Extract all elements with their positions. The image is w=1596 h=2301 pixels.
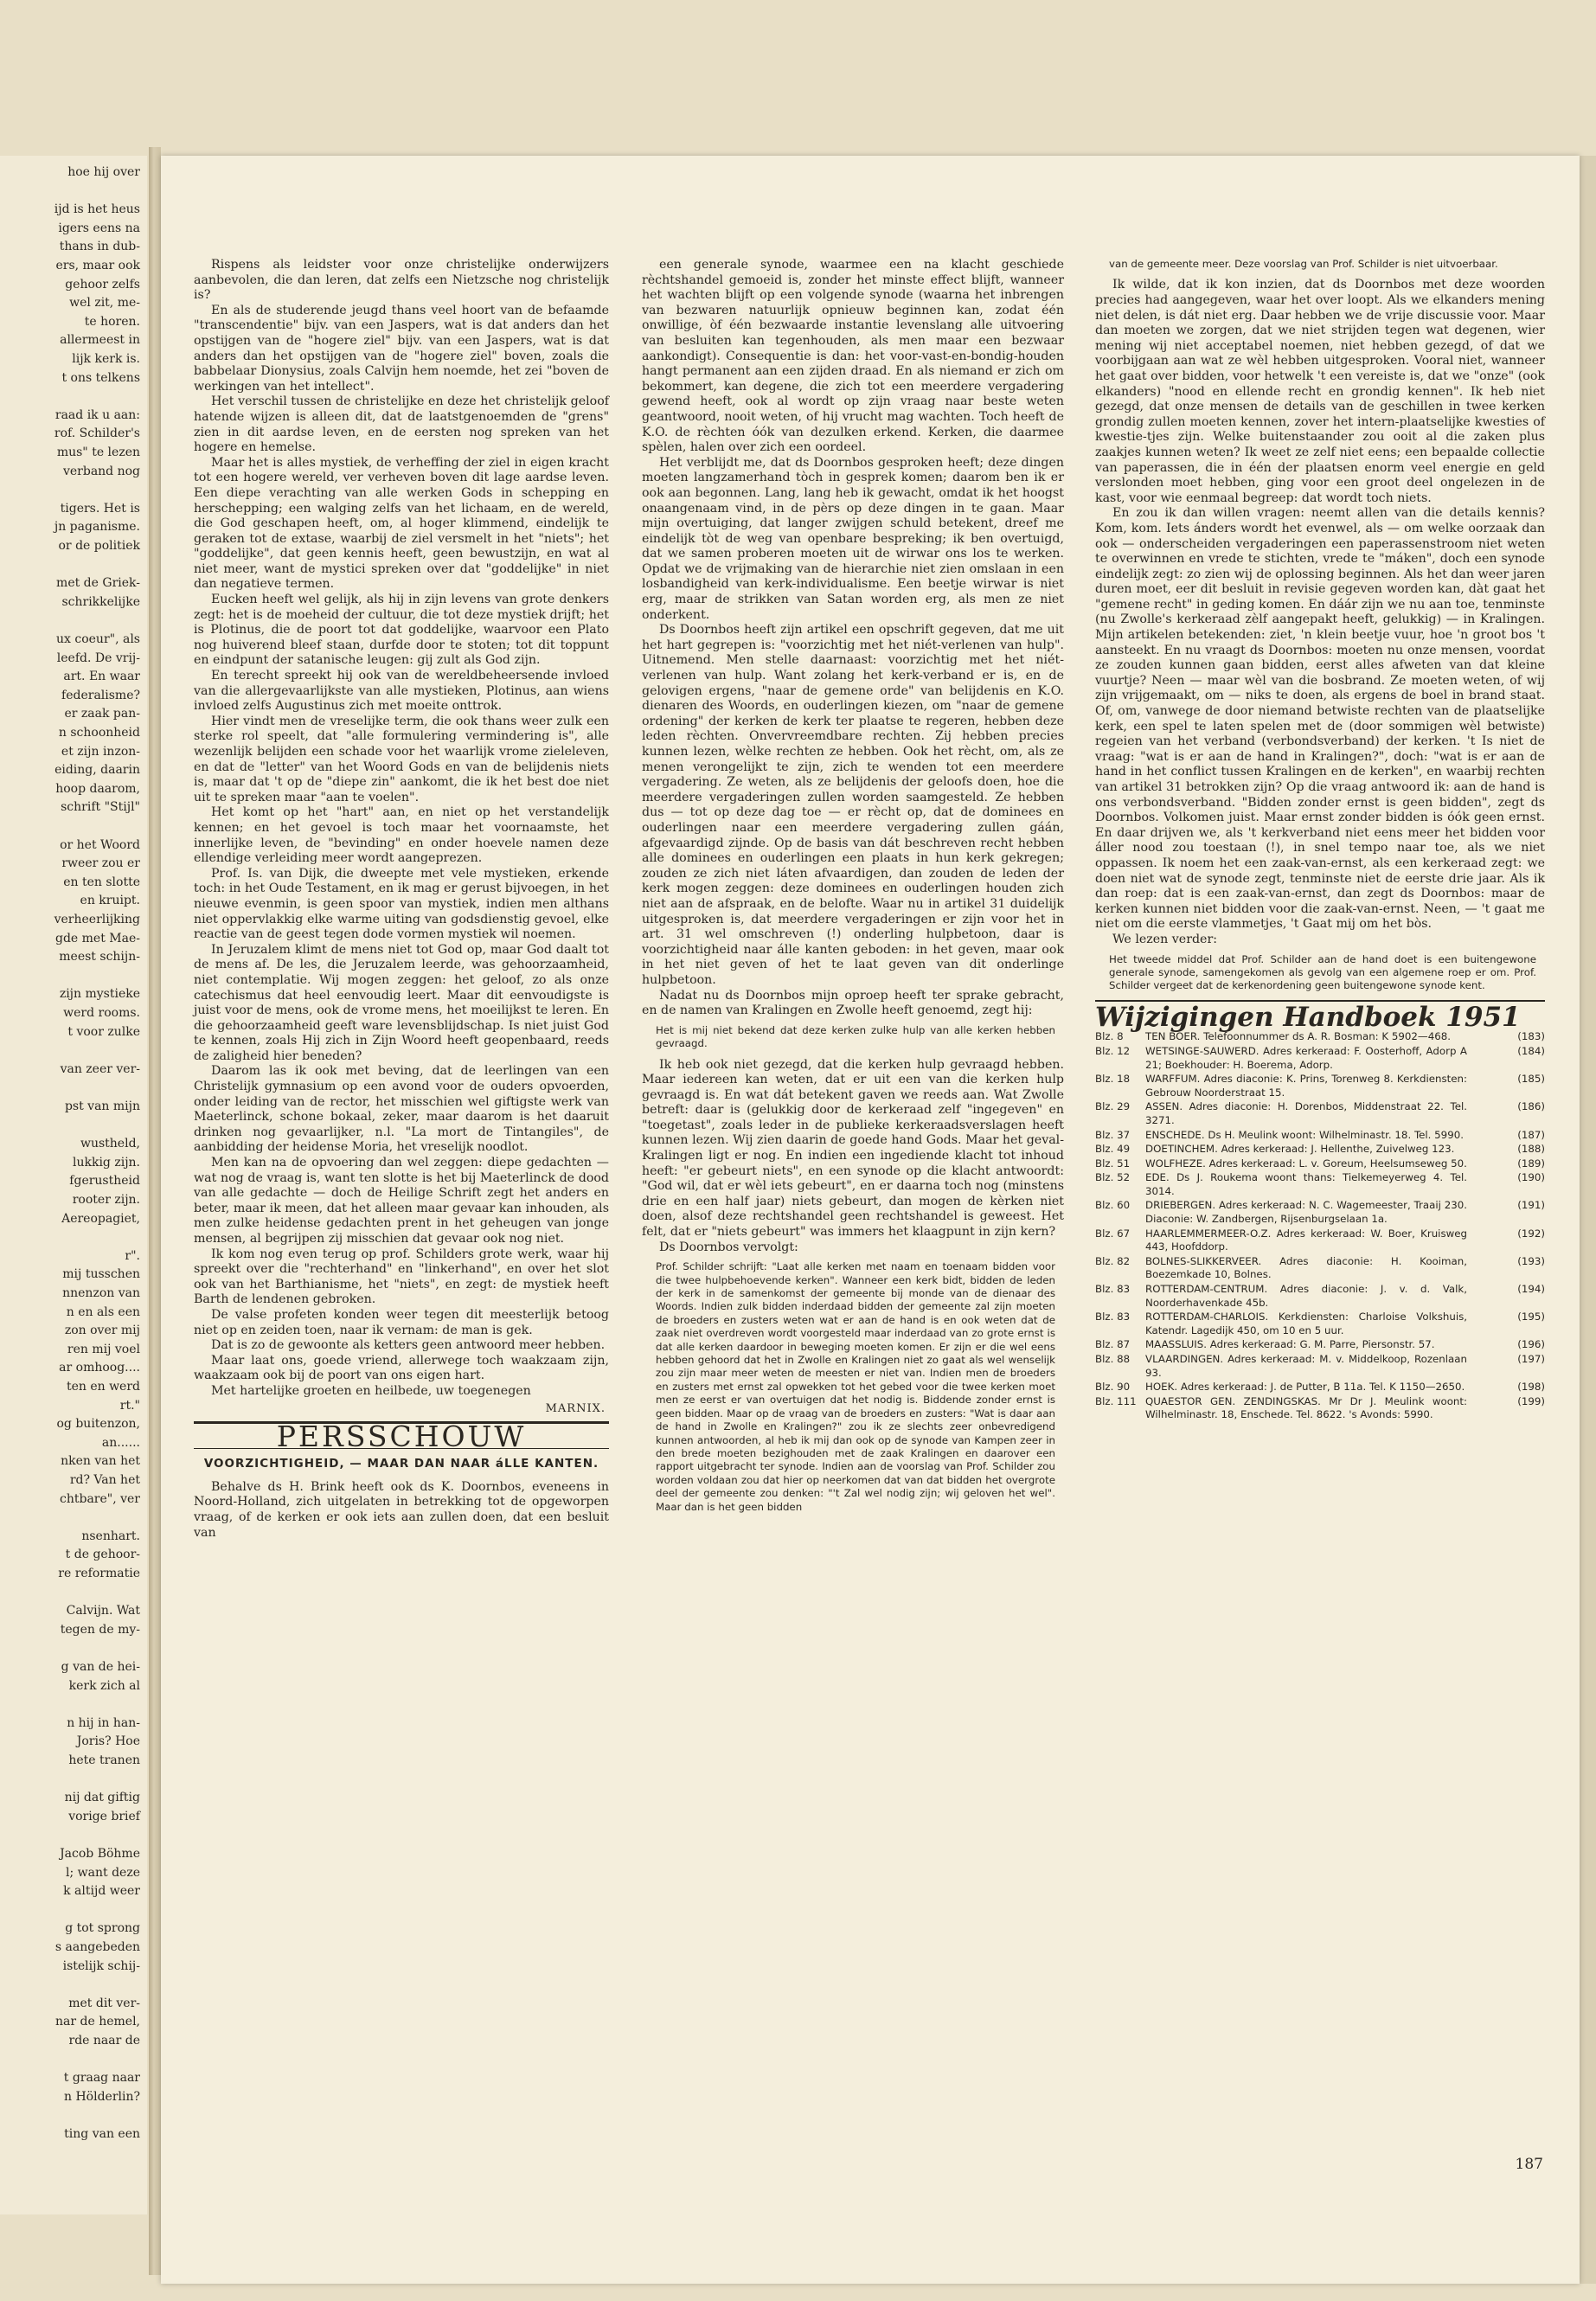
paragraph: Dat is zo de gewoonte als ketters geen antwoord meer hebben.: [211, 1338, 606, 1353]
prev-page-line: n Hölderlin?: [64, 2089, 140, 2104]
entry-page-ref: Blz. 87: [1095, 1338, 1131, 1351]
prev-page-line: re reformatie: [58, 1567, 140, 1580]
entry-number-label: (197): [1517, 1353, 1545, 1365]
entry-page-ref: Blz. 82: [1095, 1254, 1131, 1267]
prev-page-line: rweer zou er: [61, 856, 140, 871]
handboek-entry: [1095, 1157, 1545, 1172]
entry-text: WOLFHEZE. Adres kerkeraad: L. v. Goreum, Heelsumseweg 50.: [1145, 1157, 1467, 1170]
entry-number-label: (189): [1517, 1157, 1545, 1170]
doornbos-quote-1: Het is mij niet bekend dat deze kerken zulke hulp van alle kerken hebben gevraagd.: [656, 1023, 1055, 1050]
paragraph: Eucken heeft wel gelijk, als hij in zijn levens van grote denkers zegt: het is de moeheid der cultuur, die tot deze mystiek drijft; het is Plotinus, die de poort tot dat goddelijke, waarvoor een Plato nog huiverend bleef staan, durfde door te stoten; tot dit toppunt en eindpunt der satanische leugen: gij zult als God zijn.: [194, 593, 609, 668]
prev-page-line: rooter zijn.: [72, 1193, 140, 1207]
prev-page-line: te horen.: [84, 314, 140, 329]
prev-page-line: or de politiek: [58, 539, 140, 553]
persschouw-subheading: VOORZICHTIGHEID, — MAAR DAN NAAR áLLE KANTEN.: [203, 1456, 599, 1471]
prev-page-line: mij tusschen: [62, 1267, 140, 1282]
prev-page-line: t de gehoor-: [65, 1548, 140, 1562]
prev-page-line: schrikkelijke: [61, 594, 140, 609]
entry-number: [1467, 1255, 1545, 1283]
column-right: [1095, 258, 1545, 1423]
paragraph: Prof. Is. van Dijk, die dweepte met vele mystieken, erkende toch: in het Oude Testament, en ik mag er gerust bijvoegen, in het nieuwe evenmin, is geen spoor van mystiek, indien men althans niet oppervlakkig elke warme uiting van godsdienstig gevoel, elke reactie van de geest tegen dode vormen mystiek wil noemen.: [194, 866, 609, 942]
prev-page-line: og buitenzon,: [56, 1417, 140, 1432]
page-edge: [1580, 156, 1596, 2284]
entry-page-ref: Blz. 37: [1095, 1128, 1131, 1141]
prev-page-line: wel zit, me-: [69, 296, 140, 311]
prev-page-line: ten en werd: [66, 1380, 140, 1394]
paragraph: En terecht spreekt hij ook van de wereldbeheersende invloed van die allergevaarlijkste van alle mystieken, Plotinus, aan wiens invloed zelfs Augustinus zich met moeite onttrok.: [194, 669, 609, 714]
prev-page-line: art. En waar: [63, 670, 140, 684]
prev-page-line: gehoor zelfs: [65, 277, 140, 292]
handboek-entry: [1095, 1030, 1545, 1045]
paragraph: Maar laat ons, goede vriend, allerwege toch waakzaam zijn, waakzaam ook bij de poort van ons eigen hart.: [194, 1353, 609, 1383]
entry-number: [1467, 1129, 1545, 1144]
paragraph: Daarom las ik ook met beving, dat de leerlingen van een Christelijk gymnasium op een avond voor de ouders opvoerden, onder leiding van de rector, het misschien wel giftigste werk van Maeterlinck, schone bokaal, zeker, maar daarom is het daaruit drinken nog gevaarlijker, n.l. "La mort de Tintangiles", de aanbidding der heidense Moria, het vreselijk noodlot.: [194, 1064, 609, 1155]
paragraph: Het komt op het "hart" aan, en niet op het verstandelijk kennen; en het gevoel is toch maar het voornaamste, het innerlijke leven, de "bevinding" en onder hoevele namen deze ellendige verleiding meer wordt aangeprezen.: [194, 805, 609, 866]
entry-page-ref: Blz. 60: [1095, 1199, 1131, 1212]
doornbos-quote-2b: van de gemeente meer. Deze voorslag van Prof. Schilder is niet uitvoerbaar.: [1109, 258, 1498, 270]
entry-page-ref: Blz. 83: [1095, 1311, 1131, 1324]
doornbos-quote-3: Het tweede middel dat Prof. Schilder aan de hand doet is een buitengewone generale synode, samengekomen als gevolg van een algemene roep er om. Prof. Schilder vergeet dat de kerkenordening geen buitengewone synode kent.: [1109, 952, 1536, 992]
entry-number-label: (185): [1517, 1073, 1545, 1086]
handboek-entry: [1095, 1227, 1545, 1255]
entry-number: [1467, 1353, 1545, 1381]
prev-page-line: en ten slotte: [63, 875, 140, 889]
prev-page-line: an......: [101, 1435, 140, 1450]
entry-number-label: (198): [1517, 1381, 1545, 1394]
prev-page-line: Joris? Hoe: [76, 1734, 140, 1749]
prev-page-line: raad ik u aan:: [54, 407, 140, 422]
entry-text: QUAESTOR GEN. ZENDINGSKAS. Mr Dr J. Meulink woont: Wilhelminastr. 18, Enschede. Tel. 8622. 's Avonds: 5990.: [1145, 1394, 1467, 1421]
entry-text: DOETINCHEM. Adres kerkeraad: J. Hellenthe, Zuivelweg 123.: [1145, 1143, 1455, 1156]
handboek-entry: [1095, 1100, 1545, 1128]
prev-page-line: et zijn inzon-: [61, 744, 140, 759]
prev-page-line: jn paganisme.: [54, 520, 140, 535]
prev-page-line: n en als een: [66, 1304, 140, 1319]
entry-number: [1467, 1381, 1545, 1395]
prev-page-line: pst van mijn: [64, 1099, 140, 1113]
prev-page-line: Aereopagiet,: [61, 1211, 140, 1226]
prev-page-line: nsenhart.: [81, 1529, 140, 1543]
entry-number-label: (184): [1517, 1044, 1545, 1057]
entry-text: ENSCHEDE. Ds H. Meulink woont: Wilhelminastr. 18. Tel. 5990.: [1145, 1128, 1464, 1141]
handboek-entry: [1095, 1073, 1545, 1100]
paragraph: Met hartelijke groeten en heilbede, uw toegenegen: [211, 1383, 531, 1398]
prev-page-line: Calvijn. Wat: [66, 1604, 140, 1618]
entry-text: TEN BOER. Telefoonnummer ds A. R. Bosman: K 5902—468.: [1145, 1030, 1451, 1043]
entry-number: [1467, 1073, 1545, 1100]
entry-page-ref: Blz. 49: [1095, 1143, 1131, 1156]
prev-page-line: s aangebeden: [54, 1940, 140, 1954]
paragraph: Ik heb ook niet gezegd, dat die kerken hulp gevraagd hebben. Maar iedereen kan weten, dat er uit een van die kerken hulp gevraagd is. En wat dát betekent gaven we reeds aan. Wat Zwolle betreft: daar is (gelukkig door de kerkeraad zelf "ingegeven" en "toegetast", zoals leder in de publieke kerkeraadsverslagen heeft kunnen lezen. Wij zien daarin de goede hand Gods. Maar het geval-Kralingen ligt er nog. En indien een ingediende klacht tot inhoud heeft: "er gebeurt niets", en een synode op die klacht antwoordt: "God wil, dat er wèl iets gebeurt", en er daarna toch nog (minstens drie en een half jaar) niets gebeurt, dan mogen de kèrken niet doen, alsof deze rechtshandel geen rechtshandel is geweest. Het felt, dat er "niets gebeurt" was immers het klaagpunt in zijn kern?: [642, 1057, 1064, 1240]
entry-text: ASSEN. Adres diaconie: H. Dorenbos, Middenstraat 22. Tel. 3271.: [1145, 1100, 1467, 1126]
signature: MARNIX.: [545, 1401, 606, 1415]
handboek-entry: [1095, 1171, 1545, 1199]
entry-number: [1467, 1045, 1545, 1073]
prev-page-line: leefd. De vrij-: [56, 651, 140, 665]
prev-page-line: hoe hij over: [67, 165, 140, 179]
entry-page-ref: Blz. 90: [1095, 1381, 1131, 1394]
prev-page-line: ux coeur", als: [56, 632, 140, 646]
prev-page-line: meest schijn-: [59, 950, 140, 965]
entry-page-ref: Blz. 52: [1095, 1171, 1131, 1184]
prev-page-line: chtbare", ver: [60, 1491, 140, 1506]
column-middle: [642, 258, 1064, 1521]
doornbos-quote-2a: Prof. Schilder schrijft: "Laat alle kerken met naam en toenaam bidden voor die twee hulpbehoevende kerken". Wanneer een kerk bidt, bidden de leden der kerk in de samenkomst der gemeente bij monde van de dienaar des Woords. Indien zulk bidden inderdaad bidden der gemeente zal zijn moeten de broeders en zusters weten wat er aan de hand is en ook weten dat de zaak niet overdreven wordt voorgesteld maar inderdaad van zo grote ernst is dat alle kerken daardoor in beweging moeten komen. Er zijn er die wel eens hebben gehoord dat het in Zwolle en Kralingen niet zo gaat als wel wenselijk zou zijn maar meer weten de meesten er niet van. Indien men de broeders en zusters met ernst zal opwekken tot het gebed voor die twee kerken moet men ze eerst er van overtuigen dat het nodig is. Biddende zonder ernst is geen bidden. Maar op de vraag van de broeders en zusters: "Wat is daar aan de hand in Zwolle en Kralingen?" zou ik ze slechts zeer onbevredigend kunnen antwoorden, al heb ik mij dan ook op de synode van Kampen zeer in den brede moeten bezighouden met de zaak Kralingen en daarover een rapport uitgebracht ter synode. Indien aan de voorslag van Prof. Schilder zou worden voldaan zou dat hier op neerkomen dat van dat bidden het overgrote deel der gemeente zou denken: "'t Zal wel nodig zijn; wij geloven het wel". Maar dan is het geen bidden: [656, 1260, 1055, 1513]
prev-page-line: fgerustheid: [69, 1174, 140, 1189]
prev-page-line: ren mij voel: [67, 1342, 140, 1356]
page-number: 187: [1515, 2156, 1543, 2173]
paragraph: We lezen verder:: [1112, 932, 1218, 946]
prev-page-line: mus" te lezen: [56, 445, 140, 459]
entry-text: HAARLEMMERMEER-O.Z. Adres kerkeraad: W. Boer, Kruisweg 443, Hoofddorp.: [1145, 1227, 1467, 1253]
handboek-entry: [1095, 1283, 1545, 1311]
prev-page-line: n schoonheid: [58, 726, 140, 740]
paragraph: En als de studerende jeugd thans veel hoort van de befaamde "transcendentie" bijv. van een Jaspers, wat is dat anders dan het opstijgen van de "hogere ziel" bijv. van een Jaspers, wat is dat anders dan het opstijgen van de "hogere ziel" boven, zoals die babbelaar Dionysius, zoals Calvijn hem noemde, het zei "boven de werkingen van het intellect".: [194, 303, 609, 394]
entry-text: WETSINGE-SAUWERD. Adres kerkeraad: F. Oosterhoff, Adorp A 21; Boekhouder: H. Boerema, Adorp.: [1145, 1044, 1467, 1071]
entry-number-label: (199): [1517, 1394, 1545, 1407]
prev-page-line: schrift "Stijl": [61, 800, 140, 815]
persschouw-paragraph-1a: Behalve ds H. Brink heeft ook ds K. Doornbos, eveneens in Noord-Holland, zich uitgelaten in betrekking tot de opgeworpen vraag, of de kerken er ook iets aan zullen doen, dat een besluit van: [194, 1479, 609, 1540]
handboek-entry: [1095, 1353, 1545, 1381]
prev-page-line: lijk kerk is.: [72, 352, 140, 366]
handboek-entry: [1095, 1143, 1545, 1157]
entry-page-ref: Blz. 29: [1095, 1100, 1131, 1113]
entry-number-label: (192): [1517, 1227, 1545, 1240]
prev-page-line: nij dat giftig: [64, 1791, 140, 1805]
prev-page-line: zijn mystieke: [59, 987, 140, 1002]
entry-number-label: (195): [1517, 1311, 1545, 1324]
paragraph: En zou ik dan willen vragen: neemt allen van die details kennis? Kom, kom. Iets ánders wordt het evenwel, als — om welke oorzaak dan ook — onderscheiden vergaderingen een paperassenstroom niet weten te overwinnen en vrede te stichten, vrede te "máken", doch een synode eindelijk zegt: zo zien wij de oplossing beginnen. Als het dan weer jaren duren moet, eer dit besluit in revisie gegeven worden kan, dàt gaat het "gemene recht" in geding komen. En dáár zijn we nu aan toe, tenminste (nu Zwolle's kerkeraad zèlf aangepakt heeft, gelukkig) — in Kralingen. Mijn artikelen betekenden: ziet, 'n klein beetje vuur, hoe 'n groot bos 't aansteekt. En nu vraagt ds Doornbos: moeten nu onze mensen, voordat ze zouden kunnen gaan bidden, eerst alles afweten van dat kleine vuurtje? Neen — maar wèl van die bosbrand. Ze moeten weten, of wij zijn vrijgemaakt, om — niks te doen, als ergens de boel in brand staat. Of, om, vanwege de door niemand betwiste rechten van de plaatselijke kerk, een spel te laten spelen met de (door sommigen wèl betwiste) regeien van het verband (verbondsverband) der kerken. 't Is niet de vraag: "wat is er aan de hand in Kralingen?", doch: "wat is er aan de hand in het conflict tussen Kralingen en de kerken", en waarbij rechten van artikel 31 betrokken zijn? Op die vraag antwoord ik: aan de hand is ons verbondsverband. "Bidden zonder ernst is geen bidden", zegt ds Doornbos. Volkomen juist. Maar ernst zonder bidden is óók geen ernst. En daar drijven we, als 't kerkverband niet eens meer het bidden voor áller nood zou toestaan (!), in snel tempo naar toe, als we niet oppassen. Ik noem het een zaak-van-ernst, als een kerkeraad zegt: we doen niet wat de synode zegt, tenminste niet de eerste drie jaar. Als ik dan roep: dat is een zaak-van-ernst, dan zegt ds Doornbos: maar de kerken kunnen niet bidden voor die zaak-van-ernst. Neen, — 't gaat me niet om die eerste vlammetjes, 't Gaat mij om het bòs.: [1095, 506, 1545, 932]
paragraph: Het verblijdt me, dat ds Doornbos gesproken heeft; deze dingen moeten langzamerhand tòch in gesprek komen; daarom ben ik er ook aan begonnen. Lang, lang heb ik gewacht, omdat ik het hoogst onaangenaam vind, in de pèrs op deze dingen in te gaan. Maar mijn overtuiging, dat langer zwijgen schuld betekent, dreef me eindelijk tòt de weg van openbare bespreking; ik ben overtuigd, dat we samen proberen moeten uit de wirwar ons los te werken. Opdat we de vrijmaking van de hierarchie niet zien omslaan in een losbandigheid van kerk-individualisme. Een beetje wirwar is niet erg, maar de strikken van Satan worden erg, als men ze niet onderkent.: [642, 455, 1064, 622]
prev-page-line: thans in dub-: [59, 240, 140, 254]
entry-number: [1467, 1227, 1545, 1255]
entry-page-ref: Blz. 18: [1095, 1073, 1131, 1086]
prev-page-line: federalisme?: [61, 688, 140, 702]
prev-page-line: rt.": [119, 1398, 140, 1413]
prev-page-line: nken van het: [61, 1454, 140, 1469]
entry-number-label: (190): [1517, 1171, 1545, 1184]
prev-page-line: igers eens na: [58, 221, 140, 235]
persschouw-body-continued: [642, 1058, 1064, 1256]
entry-number-label: (186): [1517, 1100, 1545, 1113]
entry-page-ref: Blz. 8: [1095, 1030, 1124, 1043]
paragraph: Ds Doornbos heeft zijn artikel een opschrift gegeven, dat me uit het hart gegrepen is: "voorzichtig met het niét-verlenen van hulp". Uitnemend. Men stelle daarnaast: voorzichtig met het niét-verlenen van hulp. Want zolang het kerk-verband er is, en de gelovigen ergens, "naar de gemene orde" van belijdenis en K.O. dienaren des Woords, en ouderlingen kiezen, om "naar de gemene ordening" der kerken de kerk ter plaatse te regeren, hebben deze leden rèchten. Onvervreemdbare rechten. Zij hebben precies kunnen lezen, wèlke rechten ze hebben. Ook het rècht, om, als ze menen verongelijkt te zijn, zich te wenden tot een meerdere vergadering. Ze weten, als ze belijdenis der geloofs doen, hoe die meerdere vergaderingen zullen worden saamgesteld. Ze hebben dus — tot op deze dag toe — er rècht op, dat de dominees en ouderlingen naar een meerdere vergadering zullen gáán, afgevaardigd zijnde. Op de basis van dát beschreven recht hebben alle dominees en ouderlingen een plaats in hun kerk gekregen; zouden ze zich niet láten afvaardigen, dan zouden de leden der kerk mogen zeggen: deze dominees en ouderlingen houden zich niet aan de afspraak, en de belofte. Waar nu in artikel 31 duidelijk uitgesproken is, dat meerdere vergaderingen er zijn voor het in art. 31 wel omschreven (!) onderling hulpbetoon, daar is voorzichtigheid naar álle kanten geboden: in het geven, maar ook in het niet geven of het te laat geven van dit onderlinge hulpbetoon.: [642, 623, 1064, 987]
paragraph: Rispens als leidster voor onze christelijke onderwijzers aanbevolen, die dan leren, dat zelfs een Nietzsche nog christelijk is?: [194, 258, 609, 303]
entry-number-label: (193): [1517, 1254, 1545, 1267]
prev-page-line: hoop daarom,: [55, 781, 140, 796]
handboek-entry: [1095, 1395, 1545, 1423]
prev-page-line: met de Griek-: [56, 576, 140, 591]
prev-page-line: ting van een: [64, 2127, 140, 2141]
entry-number: [1467, 1283, 1545, 1311]
entry-number: [1467, 1100, 1545, 1128]
prev-page-line: nar de hemel,: [55, 2015, 140, 2029]
persschouw-heading: PERSSCHOUW: [276, 1420, 527, 1454]
entry-number-label: (183): [1517, 1030, 1545, 1043]
prev-page-line: hete tranen: [68, 1753, 140, 1767]
prev-page-line: verheerlijking: [54, 913, 140, 926]
entry-page-ref: Blz. 51: [1095, 1157, 1131, 1170]
prev-page-line: kerk zich al: [68, 1678, 140, 1693]
entry-text: BOLNES-SLIKKERVEER. Adres diaconie: H. Kooiman, Boezemkade 10, Bolnes.: [1145, 1254, 1467, 1281]
prev-page-line: ar omhoog....: [59, 1361, 140, 1375]
prev-page-line: g tot sprong: [65, 1921, 140, 1936]
prev-page-line: t ons telkens: [61, 370, 140, 385]
entry-page-ref: Blz. 83: [1095, 1283, 1131, 1296]
prev-page-line: rde naar de: [68, 2034, 140, 2048]
entry-number-label: (194): [1517, 1283, 1545, 1296]
previous-page-fragment: [0, 156, 147, 2214]
handboek-entry: [1095, 1338, 1545, 1353]
prev-page-line: t graag naar: [63, 2071, 140, 2086]
prev-page-line: rd? Van het: [69, 1473, 140, 1487]
paragraph: Maar het is alles mystiek, de verheffing der ziel in eigen kracht tot een hogere wereld, ver verheven boven dit lage aardse leven. Een diepe verachting van alle werken Gods in schepping en herschepping; een walging zelfs van het lichaam, en de wereld, die God geschapen heeft, om, al hoger klimmend, eindelijk te geraken tot de extase, waarbij de ziel versmelt in het "niets"; het "goddelijke", dat geen kennis heeft, geen bewustzijn, en wat al niet meer, want de mystici spreken over dat "goddelijke" in niet dan negatieve termen.: [194, 455, 609, 592]
handboek-table: [1095, 1030, 1545, 1423]
prev-page-line: zon over mij: [64, 1324, 140, 1338]
prev-page-line: lukkig zijn.: [72, 1155, 140, 1170]
entry-number-label: (188): [1517, 1143, 1545, 1156]
prev-page-line: rof. Schilder's: [54, 426, 140, 441]
entry-page-ref: Blz. 88: [1095, 1353, 1131, 1365]
handboek-entry: [1095, 1199, 1545, 1227]
prev-page-line: en kruipt.: [80, 894, 140, 908]
entry-text: EDE. Ds J. Roukema woont thans: Tielkemeyerweg 4. Tel. 3014.: [1145, 1171, 1467, 1197]
paragraph: Nadat nu ds Doornbos mijn oproep heeft ter sprake gebracht, en de namen van Kralingen en Zwolle heeft genoemd, zegt hij:: [642, 988, 1064, 1018]
prev-page-line: Jacob Böhme: [60, 1847, 140, 1861]
entry-text: HOEK. Adres kerkeraad: J. de Putter, B 11a. Tel. K 1150—2650.: [1145, 1381, 1465, 1394]
paragraph: In Jeruzalem klimt de mens niet tot God op, maar God daalt tot de mens af. De les, die Jeruzalem leerde, was gehoorzaamheid, niet contemplatie. Wij mogen zeggen: het geloof, zo als onze catechismus dat heel eenvoudig leert. Maar dit eenvoudigste is juist voor de mens, ook de vrome mens, het moeilijkst te leren. En die gehoorzaamheid geeft ware levensblijdschap. Is niet juist God te kennen, zoals Hij zich in Zijn Woord heeft geopenbaard, reeds de zaligheid hier beneden?: [194, 942, 609, 1063]
entry-page-ref: Blz. 67: [1095, 1227, 1131, 1240]
entry-text: ROTTERDAM-CENTRUM. Adres diaconie: J. v. d. Valk, Noorderhavenkade 45b.: [1145, 1283, 1467, 1309]
paragraph: Ik wilde, dat ik kon inzien, dat ds Doornbos met deze woorden precies had aangegeven, waar het over loopt. Als we elkanders mening niet delen, is dát niet erg. Daar hebben we de vrije discussie voor. Maar dan moeten we zorgen, dat we niet strijden tegen wat degenen, wier mening wij niet acceptabel noemen, niet hebben gezegd, of dat we voorbijgaan aan wat ze wèl hebben uitgesproken. Vooral niet, wanneer het gaat over bidden, voor hetwelk 't een vereiste is, dat we "onze" (ook elkanders) "nood en ellende recht en grondig kennen". Ik heb niet gezegd, dat onze mensen de details van de geschillen in twee kerken grondig zullen moeten kennen, zover het intern-plaatselijke kwesties of kwestie-tjes zijn. Welke buitenstaander zou ooit al die zaken plus zaakjes kunnen weten? Ik weet ze zelf niet eens; een bepaalde collectie van paperassen, die in één der plaatsen enorm veel energie en geld verslonden moet hebben, ging voor een groot deel ongelezen in de kast, voor wie eenmaal begreep: dat wordt toch niets.: [1095, 278, 1545, 505]
handboek-entry: [1095, 1381, 1545, 1395]
prev-page-line: van zeer ver-: [60, 1061, 140, 1076]
prev-page-line: k altijd weer: [63, 1884, 140, 1899]
handboek-entry: [1095, 1045, 1545, 1073]
paragraph: Hier vindt men de vreselijke term, die ook thans weer zulk een sterke rol speelt, dat "alle formulering vermindering is", alle wezenlijk belijden een schade voor het waarlijk vrome zieleleven, en dat de "letter" van het Woord Gods en van de belijdenis niets is, maar dat 't op de "diepe zin" aankomt, die ik het best doe niet uit te spreken maar "aan te voelen".: [194, 714, 609, 804]
prev-page-line: g van de hei-: [61, 1660, 140, 1674]
entry-text: MAASSLUIS. Adres kerkeraad: G. M. Parre, Piersonstr. 57.: [1145, 1338, 1435, 1351]
handboek-entry: [1095, 1311, 1545, 1338]
entry-page-ref: Blz. 111: [1095, 1394, 1137, 1407]
entry-number: [1467, 1338, 1545, 1353]
prev-page-line: werd rooms.: [63, 1006, 140, 1020]
handboek-entry: [1095, 1255, 1545, 1283]
entry-number: [1467, 1311, 1545, 1338]
entry-number: [1467, 1171, 1545, 1199]
paragraph: Men kan na de opvoering dan wel zeggen: diepe gedachten — wat nog de vraag is, want ten slotte is het bij Maeterlinck de dood van alle gedachte — doch de Heilige Schrift zegt het anders en beter, maar ik meen, dat het alleen maar gevaar kan inhouden, als men zulke heidense gedachten prent in het geheugen van jonge mensen, al begrijpen zij misschien dat gevaar ook nog niet.: [194, 1156, 609, 1246]
prev-page-line: allermeest in: [60, 333, 140, 348]
entry-number: [1467, 1157, 1545, 1172]
prev-page-line: t voor zulke: [67, 1024, 140, 1039]
prev-page-line: n hij in han-: [67, 1715, 140, 1730]
prev-page-line: vorige brief: [68, 1809, 140, 1823]
entry-number-label: (187): [1517, 1128, 1545, 1141]
persschouw-paragraph-1b: een generale synode, waarmee een na klacht geschiede rèchtshandel gemoeid is, zonder het minste effect blijft, wanneer het wachten blijft op een volgende synode (waarna het inbrengen van bezwaren natuurlijk opnieuw beginnen kan, zodat één onwillige, òf één bezwaarde instantie levenslang alle uitvoering van besluiten kan tegenhouden, als men maar een bezwaar aankondigt). Consequentie is dan: het voor-vast-en-bondig-houden hangt permanent aan een zijden draad. En als niemand er zich om bekommert, kan degene, die zich tot een meerdere vergadering gewend heeft, ook al wordt op zijn vraag naar beste weten geantwoord, nooit weten, of hij vrucht mag wachten. Toch heeft de K.O. de rèchten óók van dezulken erkend. Kerken, die daarmee spèlen, halen over zich een oordeel.: [642, 258, 1064, 455]
entry-number: [1467, 1143, 1545, 1157]
prev-page-line: ijd is het heus: [54, 202, 140, 217]
entry-text: WARFFUM. Adres diaconie: K. Prins, Torenweg 8. Kerkdiensten: Gebrouw Noorderstraat 15.: [1145, 1073, 1467, 1099]
entry-number: [1467, 1030, 1545, 1045]
column-left: [194, 258, 609, 1541]
prev-page-line: nnenzon van: [62, 1286, 140, 1300]
handboek-entry: [1095, 1129, 1545, 1144]
prev-page-line: tegen de my-: [60, 1622, 140, 1637]
persschouw-reply: [1095, 278, 1545, 947]
handboek-heading: Wijzigingen Handboek 1951: [1095, 1001, 1521, 1033]
prev-page-line: or het Woord: [60, 837, 140, 852]
prev-page-line: tigers. Het is: [60, 501, 140, 516]
entry-number-label: (196): [1517, 1338, 1545, 1351]
prev-page-line: verband nog: [62, 464, 140, 478]
prev-page-line: er zaak pan-: [64, 707, 140, 721]
prev-page-line: wustheld,: [80, 1137, 140, 1151]
page-fold: [149, 147, 161, 2275]
prev-page-line: l; want deze: [66, 1865, 140, 1880]
prev-page-line: r".: [125, 1248, 140, 1263]
persschouw-body: [642, 456, 1064, 1019]
paragraph: Het verschil tussen de christelijke en deze het christelijk geloof hatende wijzen is alleen dit, dat de laatstgenoemden de "grens" zien in dit aardse leven, en de eersten nog spreken van het hogere en hemelse.: [194, 394, 609, 455]
entry-text: VLAARDINGEN. Adres kerkeraad: M. v. Middelkoop, Rozenlaan 93.: [1145, 1353, 1467, 1379]
entry-text: ROTTERDAM-CHARLOIS. Kerkdiensten: Charloise Volkshuis, Katendr. Lagedijk 450, om 10 en 5 uur.: [1145, 1311, 1467, 1336]
prev-page-line: ers, maar ook: [55, 259, 140, 272]
prev-page-line: gde met Mae-: [55, 931, 140, 945]
paragraph: De valse profeten konden weer tegen dit meesterlijk betoog niet op en zeiden toen, naar ik vernam: de man is gek.: [194, 1307, 609, 1337]
prev-page-line: istelijk schij-: [62, 1958, 140, 1973]
paragraph: Ds Doornbos vervolgt:: [659, 1240, 798, 1254]
marnix-letter: [194, 258, 609, 1400]
entry-number: [1467, 1199, 1545, 1227]
newspaper-page: [161, 156, 1580, 2284]
paragraph: Ik kom nog even terug op prof. Schilders grote werk, waar hij spreekt over die "rechterhand" en "linkerhand", en over het slot ook van het Barthianisme, het "niets", en zegt: de mystiek heeft Barth de lendenen gebroken.: [194, 1247, 609, 1307]
entry-number-label: (191): [1517, 1199, 1545, 1212]
entry-number: [1467, 1395, 1545, 1423]
entry-text: DRIEBERGEN. Adres kerkeraad: N. C. Wagemeester, Traaij 230. Diaconie: W. Zandbergen, Rijsenburgselaan 1a.: [1145, 1199, 1467, 1226]
prev-page-line: met dit ver-: [68, 1996, 140, 2010]
entry-page-ref: Blz. 12: [1095, 1044, 1131, 1057]
prev-page-line: eiding, daarin: [54, 763, 140, 778]
